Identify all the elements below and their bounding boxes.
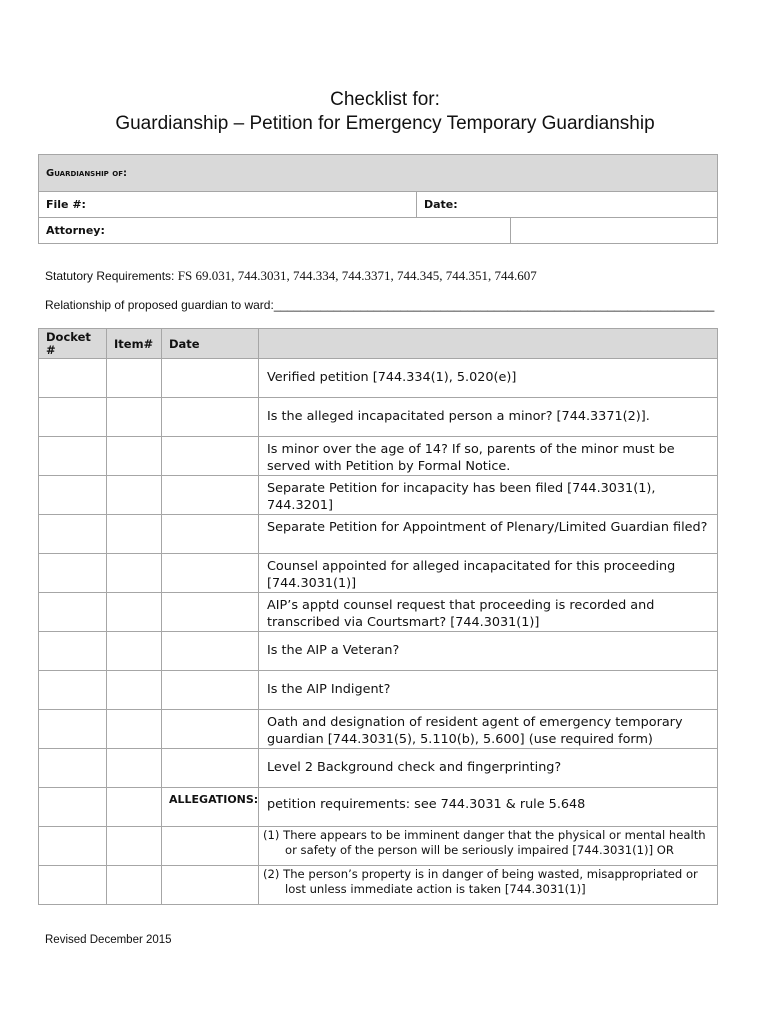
date-cell[interactable] <box>162 398 259 437</box>
table-row <box>39 749 718 788</box>
date-cell[interactable] <box>162 827 259 866</box>
table-row <box>39 632 718 671</box>
table-row <box>39 671 718 710</box>
allegations-text: petition requirements: see 744.3031 & rule 5.648 <box>267 797 586 812</box>
date-cell[interactable] <box>162 515 259 554</box>
docket-cell[interactable] <box>39 671 107 710</box>
allegation-item: (1) There appears to be imminent danger that the physical or mental health or safety of the person will be seriously impaired [744.3031(1)] OR <box>263 828 706 857</box>
requirement-text: Is the alleged incapacitated person a minor? [744.3371(2)]. <box>267 409 650 424</box>
item-cell[interactable] <box>107 632 162 671</box>
table-row <box>39 593 718 632</box>
date-cell[interactable] <box>162 710 259 749</box>
item-cell[interactable] <box>107 749 162 788</box>
requirement-text: Verified petition [744.334(1), 5.020(e)] <box>267 370 517 385</box>
docket-cell[interactable] <box>39 593 107 632</box>
docket-cell[interactable] <box>39 866 107 905</box>
relationship-line[interactable]: Relationship of proposed guardian to ward:__________________________________________________________________ <box>45 298 715 312</box>
attorney-extra-field[interactable] <box>511 218 718 244</box>
requirement-text: Level 2 Background check and fingerprinting? <box>267 760 562 775</box>
docket-cell[interactable] <box>39 437 107 476</box>
item-cell[interactable] <box>107 710 162 749</box>
item-cell[interactable] <box>107 437 162 476</box>
table-row <box>39 476 718 515</box>
item-cell[interactable] <box>107 359 162 398</box>
item-cell[interactable] <box>107 554 162 593</box>
requirement-text: AIP’s apptd counsel request that proceeding is recorded and transcribed via Courtsmart? [744.3031(1)] <box>267 598 655 630</box>
requirement-text: Separate Petition for incapacity has been filed [744.3031(1), 744.3201] <box>267 481 656 513</box>
docket-cell[interactable] <box>39 827 107 866</box>
date-cell[interactable] <box>162 476 259 515</box>
guardianship-of-field[interactable]: Guardianship of: <box>39 155 718 192</box>
table-row <box>39 710 718 749</box>
item-cell[interactable] <box>107 866 162 905</box>
item-cell[interactable] <box>107 788 162 827</box>
docket-cell[interactable] <box>39 398 107 437</box>
checklist-table <box>38 328 718 905</box>
docket-cell[interactable] <box>39 632 107 671</box>
col-date: Date <box>162 329 259 359</box>
item-cell[interactable] <box>107 671 162 710</box>
allegations-label: ALLEGATIONS: <box>169 793 259 806</box>
item-cell[interactable] <box>107 827 162 866</box>
item-cell[interactable] <box>107 476 162 515</box>
statutory-requirements <box>45 268 537 284</box>
docket-cell[interactable] <box>39 554 107 593</box>
col-item: Item# <box>107 329 162 359</box>
page-title-line2: Guardianship – Petition for Emergency Temporary Guardianship <box>115 113 655 134</box>
date-cell[interactable] <box>162 749 259 788</box>
case-info-table <box>38 154 718 244</box>
docket-cell[interactable] <box>39 788 107 827</box>
date-cell[interactable] <box>162 593 259 632</box>
date-cell[interactable] <box>162 632 259 671</box>
file-number-field[interactable]: File #: <box>39 192 417 218</box>
date-cell[interactable] <box>162 437 259 476</box>
attorney-field[interactable]: Attorney: <box>39 218 511 244</box>
requirement-text: Counsel appointed for alleged incapacitated for this proceeding [744.3031(1)] <box>267 559 676 591</box>
statutory-label: Statutory Requirements: <box>45 269 178 283</box>
docket-cell[interactable] <box>39 749 107 788</box>
revision-footer: Revised December 2015 <box>45 934 172 946</box>
requirement-text: Is minor over the age of 14? If so, parents of the minor must be served with Petition by Formal Notice. <box>267 442 675 474</box>
date-cell[interactable] <box>162 359 259 398</box>
col-description <box>259 329 718 359</box>
table-row <box>39 866 718 905</box>
docket-cell[interactable] <box>39 359 107 398</box>
date-cell[interactable] <box>162 671 259 710</box>
requirement-text: Separate Petition for Appointment of Plenary/Limited Guardian filed? <box>267 520 708 535</box>
requirement-text: Is the AIP a Veteran? <box>267 643 400 658</box>
table-row <box>39 788 718 827</box>
docket-cell[interactable] <box>39 710 107 749</box>
date-cell[interactable] <box>162 866 259 905</box>
statutory-value: FS 69.031, 744.3031, 744.334, 744.3371, 744.345, 744.351, 744.607 <box>177 268 537 283</box>
allegation-item: (2) The person’s property is in danger of being wasted, misappropriated or lost unless immediate action is taken [744.3031(1)] <box>263 867 698 896</box>
item-cell[interactable] <box>107 515 162 554</box>
item-cell[interactable] <box>107 593 162 632</box>
col-docket: Docket # <box>39 329 107 359</box>
requirement-text: Oath and designation of resident agent of emergency temporary guardian [744.3031(5), 5.110(b), 5.600] (use required form) <box>267 715 683 747</box>
table-row <box>39 515 718 554</box>
docket-cell[interactable] <box>39 476 107 515</box>
date-field[interactable]: Date: <box>417 192 718 218</box>
table-row <box>39 827 718 866</box>
table-row <box>39 554 718 593</box>
requirement-text: Is the AIP Indigent? <box>267 682 391 697</box>
table-row <box>39 398 718 437</box>
page-title-line1: Checklist for: <box>330 89 440 110</box>
table-row <box>39 437 718 476</box>
item-cell[interactable] <box>107 398 162 437</box>
docket-cell[interactable] <box>39 515 107 554</box>
table-row <box>39 359 718 398</box>
date-cell[interactable] <box>162 554 259 593</box>
